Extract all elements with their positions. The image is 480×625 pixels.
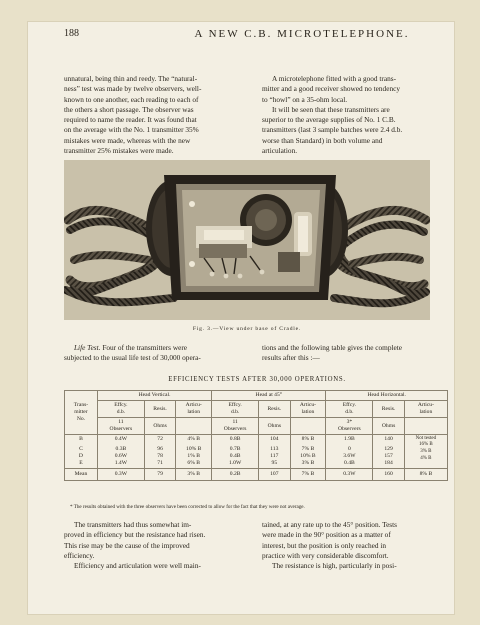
photo-drawing [64,160,430,320]
text-line: The transmitters had thus somewhat im- [74,520,192,529]
group-header-horizontal: Head Horizontal. [326,391,448,401]
header-line: No. [76,416,86,422]
table-cell: 1.4W [114,460,128,466]
header-line: Observers [109,426,133,432]
table-cell: 4% B [187,436,201,442]
efficiency-table [64,390,448,481]
table-cell: 6% B [187,460,201,466]
table-cell: 1.9B [344,436,355,442]
table-cell: 78 [157,453,163,459]
text-line: worse than Standard) in both volume and [262,135,383,145]
unit-cell: Ohms [259,418,290,435]
table-cell: 95 [271,460,278,466]
table-cell: 0.2B [212,469,259,481]
text-line: superior to the average supplies of No. 1 C.B. [262,115,396,125]
text-line: transmitters (last 3 sample batches were 2.4 d.b. [262,125,403,135]
header-line: mitter [74,409,88,415]
header-line: Articu- [299,402,317,408]
table-cell: 0.7B [229,446,241,452]
table-cell: 0.3W [97,469,144,481]
empty-cell [404,418,447,435]
table-cell: 0.3W [326,469,373,481]
table-cell: 117 [270,453,279,459]
header-line: Articu- [185,402,202,408]
table-cell: 104 [270,436,279,442]
text-line: known to one another, each reading to each of [64,94,199,104]
life-test-right [262,343,448,364]
table-cell: 0.6W [114,453,128,459]
table-cell: 1.0W [228,460,242,466]
header-line: Trans- [73,402,89,408]
table-cell: 160 [373,469,404,481]
life-test-left [64,343,254,364]
table-cell: 10% B [300,453,316,459]
table-cell: 129 [384,446,393,452]
figure-photo-cradle-underside [64,160,430,320]
table-cell: 8% B [404,469,447,481]
table-cell: 7% B [301,446,315,452]
data-column [259,435,290,469]
table-cell: 0.4B [229,453,241,459]
table-cell: 140 [384,436,393,442]
table-cell: 79 [144,469,175,481]
observers-cell [212,418,259,435]
header-line: lation [301,409,315,415]
table-title: EFFICIENCY TESTS AFTER 30,000 OPERATIONS. [168,376,346,383]
text-line: the others a short passage. The observer was [64,104,194,114]
header-line: Observers [223,426,247,432]
data-column [97,435,144,469]
empty-cell [290,418,326,435]
text-run: Four of the transmitters were [100,343,188,352]
table-cell: 0 [347,446,351,452]
text-line: articulation. [262,146,298,156]
group-header-45: Head at 45° [212,391,326,401]
text-column-2 [262,74,448,156]
table-data-block [65,435,448,469]
table-cell: 8% B [301,436,315,442]
text-line: were made in the 90° position as a matter of [262,530,391,540]
text-line: practice with very considerable discomfort. [262,550,389,560]
column-header [97,401,144,418]
header-line: d.b. [116,409,126,415]
header-line: d.b. [230,409,240,415]
table-cell: 3.6W [343,453,356,459]
data-column [144,435,175,469]
text-line: A microtelephone fitted with a good trans- [272,74,397,83]
text-line: mistakes were made, whereas with the new [64,135,191,145]
table-cell: D [78,453,83,459]
text-line: subjected to the usual life test of 30,000 opera- [64,353,201,363]
table-cell: 0.8B [229,436,241,442]
text-column-5 [64,520,246,571]
table-cell: 7% B [290,469,326,481]
page-number: 188 [64,28,79,39]
header-line: d.b. [345,409,354,415]
text-line: unnatural, being thin and reedy. The “natural- [64,74,198,83]
table-cell: E [79,460,83,466]
text-line: This rise may be the cause of the improved [64,540,190,550]
text-line: proved in efficiency but the resistance had risen. [64,530,206,540]
text-line: It will be seen that these transmitters are [272,104,390,114]
text-line: to “howl” on a 35-ohm local. [262,94,348,104]
header-line: lation [419,409,433,415]
table-cell: 10% B [186,446,202,452]
table-cell: 1% B [187,453,201,459]
header-line: lation [187,409,201,415]
observers-cell [326,418,373,435]
column-header [290,401,326,418]
column-header: Resis. [144,401,175,418]
text-line: ness” test was made by twelve observers, well- [64,84,202,94]
table-cell: B [79,436,83,442]
text-line: interest, but the position is only reached in [262,540,387,550]
text-line: tions and the following table gives the complete [262,343,403,352]
column-header [404,401,447,418]
column-header [176,401,212,418]
text-line: The resistance is high, particularly in posi- [272,561,397,571]
table-cell: 0.4B [344,460,355,466]
header-line: 3* [346,419,353,425]
table-observers-row [65,418,448,435]
text-column-6 [262,520,448,571]
column-header [326,401,373,418]
column-header: Resis. [259,401,290,418]
text-line [64,343,254,353]
text-line: transmitter 25% mistakes were made. [64,146,174,156]
running-header [64,28,450,42]
table-cell: 4% B [420,456,432,462]
text-line: tained, at any rate up to the 45° position. Tests [262,520,398,529]
table-cell: Mean [65,469,98,481]
text-line: Efficiency and articulation were well main- [74,561,201,571]
header-line: Observers [338,426,361,432]
table-cell: 184 [384,460,393,466]
table-cell: 0.4W [114,436,128,442]
empty-cell [176,418,212,435]
run-in-heading: Life Test. [74,343,101,352]
running-title: A NEW C.B. MICROTELEPHONE. [194,28,410,40]
table-cell: 0.3B [115,446,127,452]
data-column [404,435,447,469]
text-line: on the average with the No. 1 transmitter 35% [64,125,199,135]
table-cell: 72 [157,436,163,442]
table-cell: 96 [157,446,163,452]
table-cell: 107 [259,469,290,481]
text-line: required to name the reader. It was found that [64,115,197,125]
table-cell: Not tested [415,436,437,441]
text-line: efficiency. [64,550,95,560]
table-cell: 157 [384,453,393,459]
table-cell: 3% B [176,469,212,481]
header-line: 11 [118,419,124,425]
header-line: Articu- [417,402,434,408]
column-header-transmitter [65,391,98,435]
data-column [373,435,404,469]
figure-caption: Fig. 3.—View under base of Cradle. [192,326,302,332]
data-column [212,435,259,469]
table-subheader-row [65,401,448,418]
data-column [290,435,326,469]
column-header: Resis. [373,401,404,418]
text-line: results after this :— [262,353,320,363]
table-cell: 3% B [301,460,315,466]
table-cell: 3% B [420,449,432,455]
table-mean-row [65,469,448,481]
table-cell: C [79,446,83,452]
data-column [176,435,212,469]
transmitter-ids [65,435,98,469]
text-line: mitter and a good receiver showed no tendency [262,84,400,94]
table-footnote: * The results obtained with the three observers have been corrected to allow for the fact that they were not average. [70,504,305,510]
header-line: 11 [232,419,238,425]
header-line: Effcy. [114,402,128,408]
group-header-vertical: Head Vertical. [97,391,211,401]
data-column [326,435,373,469]
header-line: Effcy. [342,402,357,408]
table-cell: 16% B [419,442,433,448]
column-header [212,401,259,418]
header-line: Effcy. [228,402,242,408]
table-group-header-row [65,391,448,401]
table-cell: 71 [157,460,163,466]
observers-cell [97,418,144,435]
table-cell: 113 [270,446,279,452]
unit-cell: Ohms [373,418,404,435]
text-column-1 [64,74,247,156]
unit-cell: Ohms [144,418,175,435]
